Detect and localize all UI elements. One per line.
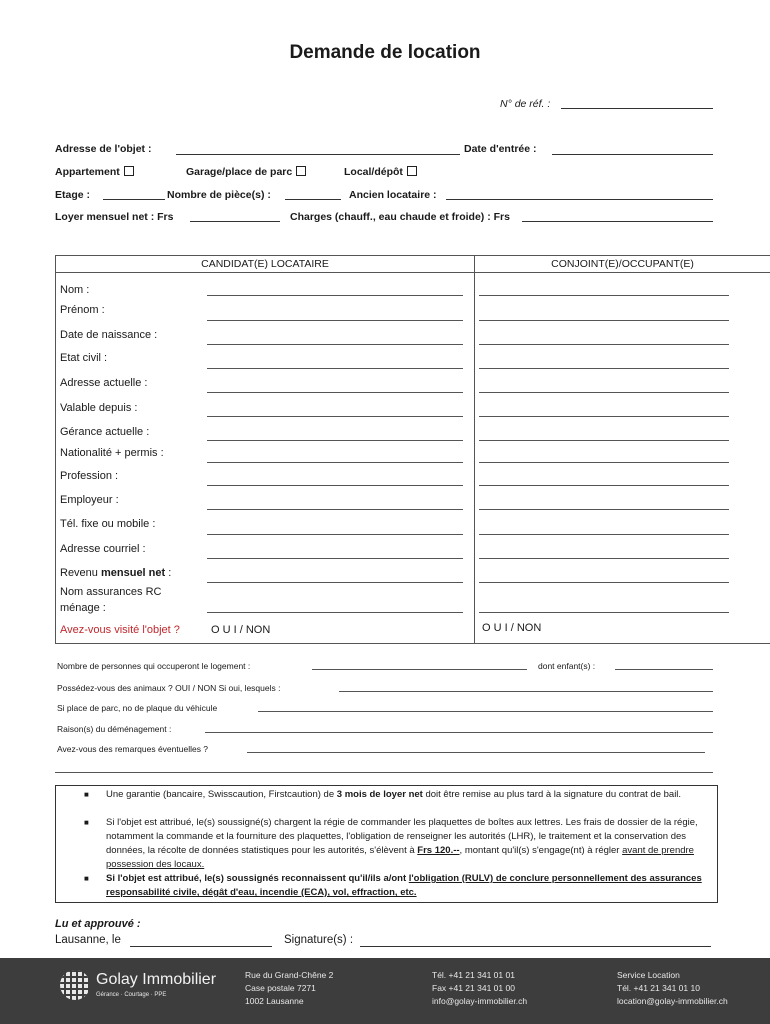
visite-oui-non-conjoint[interactable]: O U I / NON [482, 622, 542, 634]
charges-label: Charges (chauff., eau chaude et froide) : Frs [290, 211, 510, 223]
row-label-nom: Nom : [60, 284, 90, 296]
conjoint-header: CONJOINT(E)/OCCUPANT(E) [551, 258, 694, 270]
table-field[interactable] [207, 320, 463, 321]
applicant-table [55, 255, 770, 644]
table-field[interactable] [207, 485, 463, 486]
local-option[interactable] [344, 166, 417, 178]
lu-approuve-label: Lu et approuvé : [55, 918, 141, 930]
table-field[interactable] [479, 416, 729, 417]
condition-frais [106, 816, 712, 872]
table-field[interactable] [479, 295, 729, 296]
table-field[interactable] [207, 462, 463, 463]
pieces-field[interactable] [285, 199, 341, 200]
loyer-field[interactable] [190, 221, 280, 222]
loyer-label: Loyer mensuel net : Frs [55, 211, 174, 223]
personnes-field[interactable] [312, 669, 527, 670]
candidat-header: CANDIDAT(E) LOCATAIRE [201, 258, 329, 270]
frais-bold: Frs 120.-- [417, 845, 460, 856]
table-field[interactable] [207, 509, 463, 510]
footer-tel: Tél. +41 21 341 01 01 [432, 970, 515, 980]
table-field[interactable] [479, 368, 729, 369]
appartement-label: Appartement [55, 166, 120, 178]
remarques-field-2[interactable] [55, 772, 713, 773]
row-label-valable: Valable depuis : [60, 402, 138, 414]
visite-oui-non-candidat[interactable]: O U I / NON [211, 624, 271, 636]
revenu-pre: Revenu [60, 567, 98, 579]
date-entree-label: Date d'entrée : [464, 143, 537, 155]
row-label-visite: Avez-vous visité l'objet ? [60, 624, 180, 636]
row-label-rc-2: ménage : [60, 602, 106, 614]
brand-name: Golay Immobilier [96, 971, 217, 988]
row-label-prenom: Prénom : [60, 304, 105, 316]
plaque-field[interactable] [258, 711, 713, 712]
assurances-underline: l'obligation (RULV) de conclure personnellement des assurances responsabilité civile, dégât d'eau, incendie (ECA), vol, effraction, etc. [106, 873, 702, 898]
table-field[interactable] [207, 368, 463, 369]
bullet-icon: ■ [84, 874, 89, 883]
ancien-field[interactable] [446, 199, 713, 200]
row-label-courriel: Adresse courriel : [60, 543, 146, 555]
column-divider [474, 256, 475, 643]
row-label-etat-civil: Etat civil : [60, 352, 108, 364]
charges-field[interactable] [522, 221, 713, 222]
golay-logo-icon [60, 970, 90, 1000]
page-title: Demande de location [289, 42, 481, 63]
table-field[interactable] [479, 440, 729, 441]
etage-field[interactable] [103, 199, 165, 200]
pieces-label: Nombre de pièce(s) : [167, 189, 271, 201]
row-label-profession: Profession : [60, 470, 119, 482]
table-field[interactable] [479, 392, 729, 393]
table-field[interactable] [207, 344, 463, 345]
table-field[interactable] [479, 534, 729, 535]
ancien-label: Ancien locataire : [349, 189, 437, 201]
garantie-text-end: doit être remise au plus tard à la signature du contrat de bail. [425, 789, 682, 800]
local-checkbox[interactable] [407, 166, 417, 176]
table-field[interactable] [479, 509, 729, 510]
table-field[interactable] [479, 558, 729, 559]
frais-underline: avant de prendre possession des locaux. [106, 845, 694, 870]
table-field[interactable] [207, 392, 463, 393]
address-line-2: Case postale 7271 [245, 983, 316, 993]
service-tel: Tél. +41 21 341 01 10 [617, 983, 700, 993]
row-label-nationalite: Nationalité + permis : [60, 447, 164, 459]
conditions-box [55, 785, 718, 903]
remarques-field[interactable] [247, 752, 705, 753]
raison-label: Raison(s) du déménagement : [57, 724, 172, 734]
table-field[interactable] [207, 534, 463, 535]
lieu-label: Lausanne, le [55, 934, 121, 946]
brand-tagline: Gérance · Courtage · PPE [96, 992, 167, 998]
condition-assurances [106, 872, 712, 900]
table-field[interactable] [207, 582, 463, 583]
adresse-label: Adresse de l'objet : [55, 143, 152, 155]
row-label-revenu [60, 567, 171, 579]
table-field[interactable] [479, 582, 729, 583]
personnes-label: Nombre de personnes qui occuperont le logement : [57, 661, 251, 671]
frais-mid: , montant qu'il(s) s'engage(nt) à régler [459, 845, 620, 856]
signature-label: Signature(s) : [284, 934, 354, 946]
service-title: Service Location [617, 970, 680, 980]
remarques-label: Avez-vous des remarques éventuelles ? [57, 744, 209, 754]
local-label: Local/dépôt [344, 166, 403, 178]
row-label-adresse: Adresse actuelle : [60, 377, 148, 389]
garage-checkbox[interactable] [296, 166, 306, 176]
table-field[interactable] [479, 462, 729, 463]
assurances-bold: Si l'objet est attribué, le(s) soussignés reconnaissent qu'il/ils a/ont [106, 873, 407, 884]
animaux-field[interactable] [339, 691, 713, 692]
appartement-checkbox[interactable] [124, 166, 134, 176]
table-field[interactable] [207, 612, 463, 613]
etage-label: Etage : [55, 189, 91, 201]
enfants-label: dont enfant(s) : [538, 661, 596, 671]
plaque-label: Si place de parc, no de plaque du véhicule [57, 703, 218, 713]
row-label-gerance: Gérance actuelle : [60, 426, 150, 438]
date-entree-field[interactable] [552, 154, 713, 155]
signature-field[interactable] [360, 946, 711, 947]
adresse-field[interactable] [176, 154, 460, 155]
row-label-tel: Tél. fixe ou mobile : [60, 518, 156, 530]
bullet-icon: ■ [84, 790, 89, 799]
bullet-icon: ■ [84, 818, 89, 827]
condition-garantie [106, 788, 712, 802]
address-line-1: Rue du Grand-Chêne 2 [245, 970, 334, 980]
garage-label: Garage/place de parc [186, 166, 293, 178]
table-field[interactable] [207, 440, 463, 441]
animaux-label: Possédez-vous des animaux ? OUI / NON Si oui, lesquels : [57, 683, 281, 693]
frais-text: Si l'objet est attribué, le(s) soussigné(s) chargent la régie de commander les plaquettes de boîtes aux lettres. Les frais de dossier de la régie, notamment la commande et la fourniture des plaquettes, l'obligation de renseigner les autorités (LHR), le traitement et la conservation des données, la récolte de données statistiques pour les autorités, s'élèvent à [106, 817, 698, 856]
table-field[interactable] [479, 320, 729, 321]
table-field[interactable] [207, 295, 463, 296]
footer [0, 958, 770, 1024]
footer-fax: Fax +41 21 341 01 00 [432, 983, 515, 993]
ref-label: N° de réf. : [500, 98, 551, 110]
appartement-option[interactable] [55, 166, 134, 178]
table-field[interactable] [479, 612, 729, 613]
raison-field[interactable] [205, 732, 713, 733]
table-field[interactable] [207, 416, 463, 417]
revenu-bold: mensuel net [100, 567, 166, 579]
table-field[interactable] [479, 485, 729, 486]
row-label-rc-1: Nom assurances RC [60, 586, 162, 598]
enfants-field[interactable] [615, 669, 713, 670]
footer-email[interactable]: info@golay-immobilier.ch [432, 996, 528, 1006]
table-field[interactable] [207, 558, 463, 559]
address-line-3: 1002 Lausanne [245, 996, 304, 1006]
revenu-post: : [168, 567, 172, 579]
ref-field[interactable] [561, 108, 713, 109]
service-email[interactable]: location@golay-immobilier.ch [617, 996, 728, 1006]
header-divider [56, 272, 770, 273]
garantie-text: Une garantie (bancaire, Swisscaution, Firstcaution) de [106, 789, 335, 800]
row-label-naissance: Date de naissance : [60, 329, 158, 341]
table-field[interactable] [479, 344, 729, 345]
garantie-bold: 3 mois de loyer net [336, 789, 423, 800]
garage-option[interactable] [186, 166, 306, 178]
row-label-employeur: Employeur : [60, 494, 119, 506]
date-signature-field[interactable] [130, 946, 272, 947]
